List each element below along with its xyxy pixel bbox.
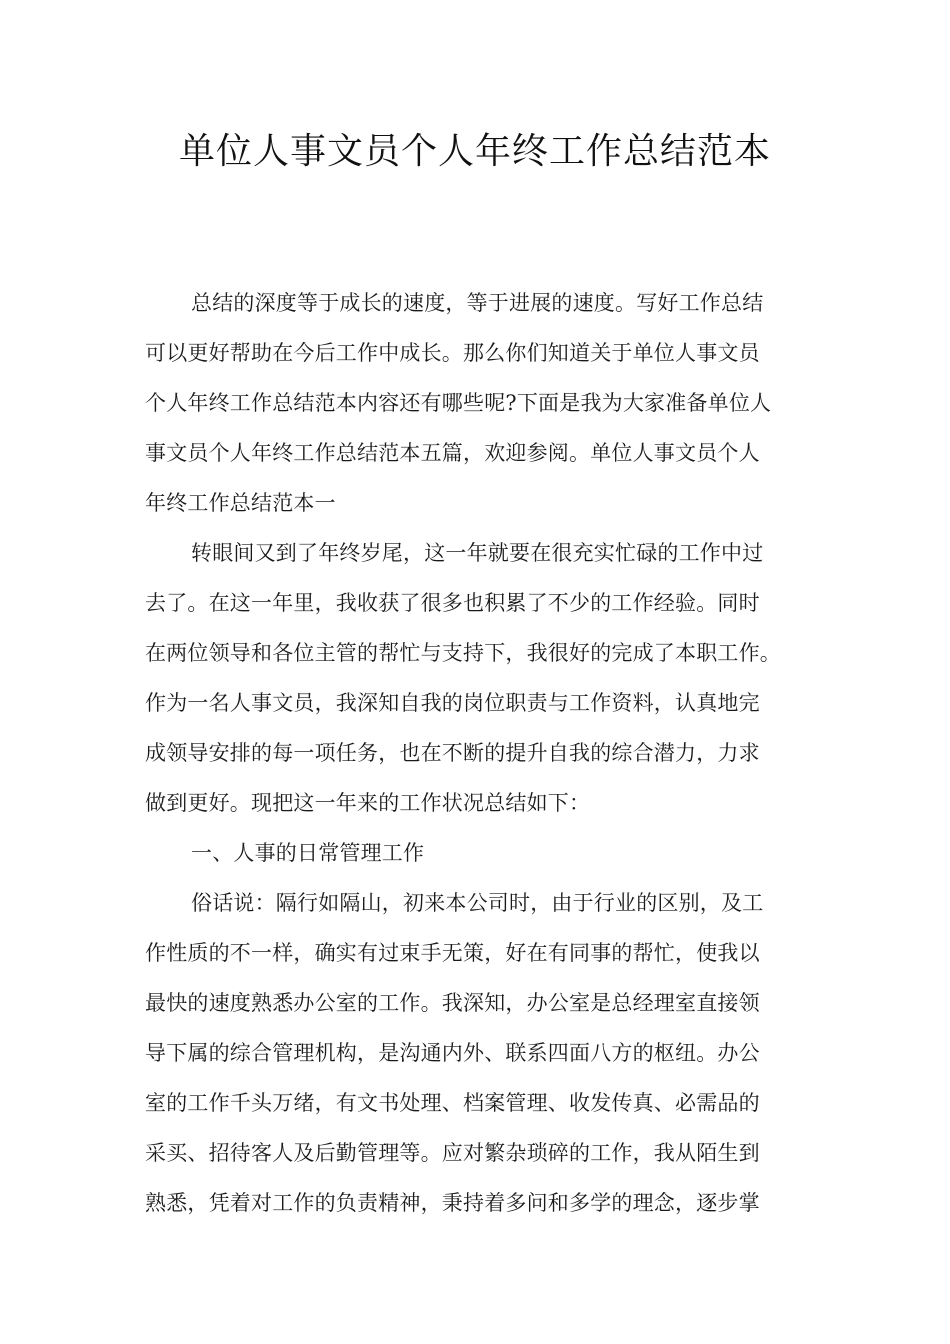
paragraph-line: 室的工作千头万绪，有文书处理、档案管理、收发传真、必需品的 (145, 1091, 760, 1115)
paragraph-line: 作为一名人事文员，我深知自我的岗位职责与工作资料，认真地完 (145, 691, 760, 715)
paragraph-line: 年终工作总结范本一 (145, 491, 336, 515)
paragraph-line: 转眼间又到了年终岁尾，这一年就要在很充实忙碌的工作中过 (191, 541, 764, 565)
paragraph-line: 总结的深度等于成长的速度，等于进展的速度。写好工作总结 (191, 291, 764, 315)
paragraph-line: 采买、招待客人及后勤管理等。应对繁杂琐碎的工作，我从陌生到 (145, 1141, 760, 1165)
document-title: 单位人事文员个人年终工作总结范本 (178, 131, 771, 172)
paragraph-line: 作性质的不一样，确实有过束手无策，好在有同事的帮忙，使我以 (145, 941, 760, 965)
paragraph-line: 俗话说：隔行如隔山，初来本公司时，由于行业的区别，及工 (191, 891, 764, 915)
paragraph-line: 个人年终工作总结范本内容还有哪些呢?下面是我为大家准备单位人 (145, 391, 772, 415)
paragraph-line: 事文员个人年终工作总结范本五篇，欢迎参阅。单位人事文员个人 (145, 441, 760, 465)
paragraph-line: 去了。在这一年里，我收获了很多也积累了不少的工作经验。同时 (145, 591, 760, 615)
paragraph-line: 成领导安排的每一项任务，也在不断的提升自我的综合潜力，力求 (145, 741, 760, 765)
document-body (145, 278, 810, 1228)
paragraph-line: 做到更好。现把这一年来的工作状况总结如下： (145, 791, 591, 815)
paragraph-line: 可以更好帮助在今后工作中成长。那么你们知道关于单位人事文员 (145, 341, 760, 365)
paragraph-line: 导下属的综合管理机构，是沟通内外、联系四面八方的枢纽。办公 (145, 1041, 760, 1065)
paragraph-line: 熟悉，凭着对工作的负责精神，秉持着多问和多学的理念，逐步掌 (145, 1191, 760, 1215)
section-heading: 一、人事的日常管理工作 (191, 841, 425, 865)
paragraph-line: 最快的速度熟悉办公室的工作。我深知，办公室是总经理室直接领 (145, 991, 760, 1015)
paragraph-line: 在两位领导和各位主管的帮忙与支持下，我很好的完成了本职工作。 (145, 641, 781, 665)
